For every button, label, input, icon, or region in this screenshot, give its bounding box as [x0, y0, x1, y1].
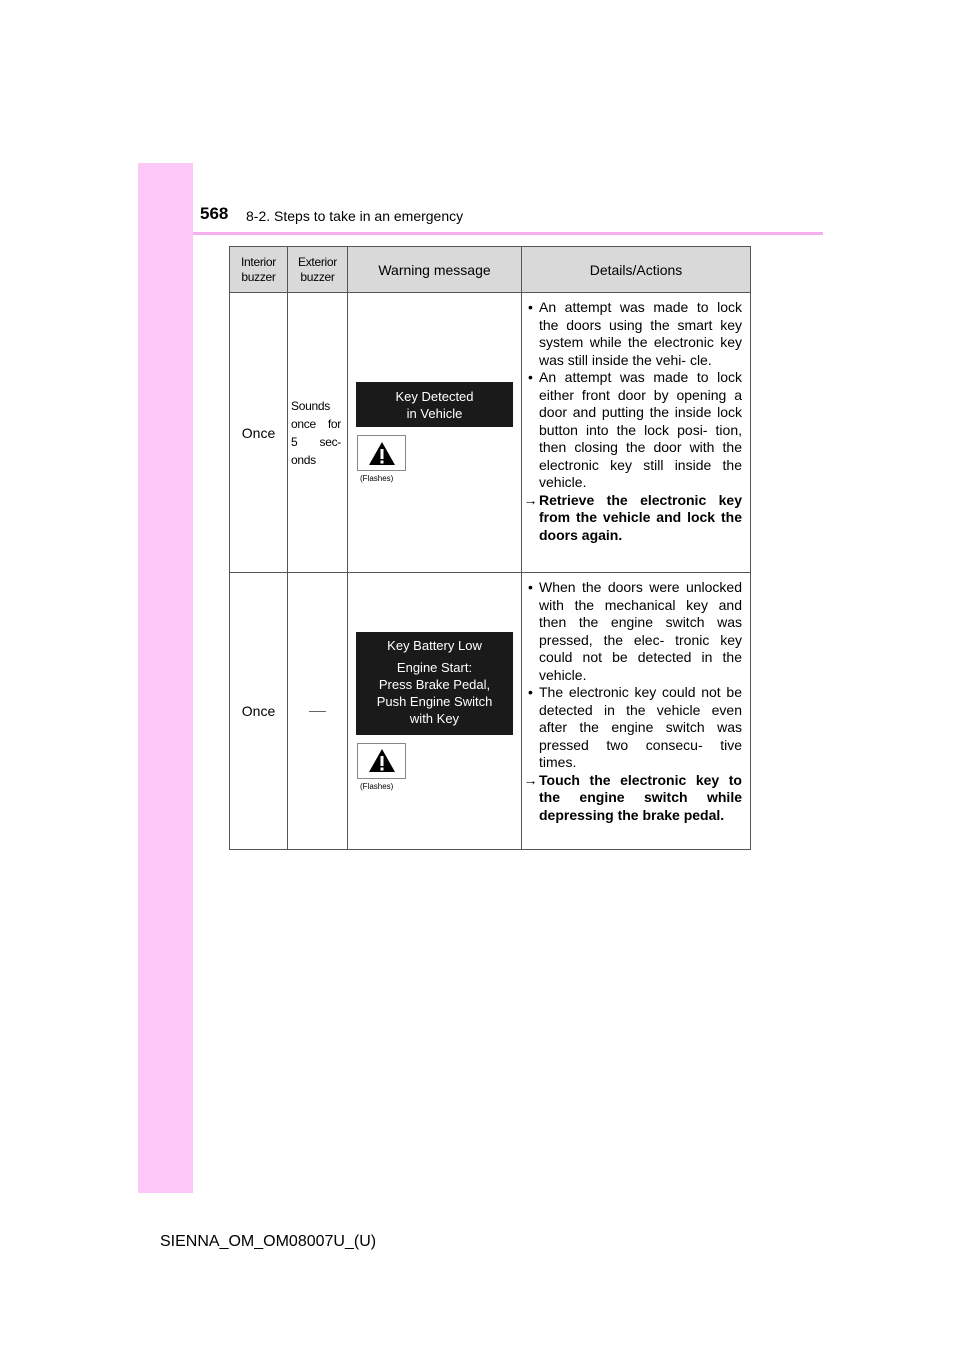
action-item — [522, 492, 742, 545]
header-warning-message: Warning message — [348, 247, 522, 293]
interior-buzzer-cell — [230, 293, 288, 573]
display-line: Key Battery Low — [387, 637, 482, 653]
list-item — [522, 299, 742, 369]
display-line: Press Brake Pedal, — [378, 676, 491, 692]
bullet-text: The electronic key could not be detected in the vehicle even after the engine switch was pressed two consecu- tive times. — [539, 684, 742, 770]
header-interior-buzzer: Interior buzzer — [230, 247, 288, 293]
exterior-buzzer-cell — [288, 293, 348, 573]
exterior-buzzer-value: Sounds once for 5 sec- onds — [291, 398, 341, 467]
display-line: Push Engine Switch — [376, 693, 493, 709]
display-line: in Vehicle — [406, 406, 463, 421]
exterior-buzzer-cell — [288, 573, 348, 850]
bullet-mark: • — [528, 369, 533, 385]
list-item — [522, 579, 742, 684]
action-text: Touch the electronic key to the engine switch while depressing the brake pedal. — [539, 771, 742, 823]
table-row — [230, 293, 751, 573]
interior-buzzer-cell — [230, 573, 288, 850]
list-item — [522, 369, 742, 492]
warning-message-cell — [348, 293, 522, 573]
details-cell — [522, 573, 751, 850]
header-details-actions: Details/Actions — [522, 247, 751, 293]
header-rule — [193, 232, 823, 235]
warning-display — [356, 382, 513, 427]
flashes-caption: (Flashes) — [360, 474, 394, 483]
chapter-tab — [138, 163, 193, 1193]
bullet-mark: • — [528, 684, 533, 700]
no-buzzer-dash — [309, 711, 326, 712]
warning-message-cell — [348, 573, 522, 850]
display-line: Key Detected — [395, 389, 474, 404]
bullet-text: An attempt was made to lock the doors using the smart key system while the electronic key was still inside the vehi- cle. — [539, 299, 742, 368]
bullet-mark: • — [528, 299, 533, 315]
display-line: Engine Start: — [396, 659, 473, 675]
bullet-mark: • — [528, 579, 533, 595]
list-item — [522, 684, 742, 772]
bullet-text: When the doors were unlocked with the mechanical key and then the engine switch was pressed, the elec- tronic key could not be detected in the vehicle. — [539, 579, 742, 683]
details-cell — [522, 293, 751, 573]
page-number: 568 — [200, 204, 229, 223]
warning-display — [356, 632, 513, 735]
bullet-text: An attempt was made to lock either front door by opening a door and putting the inside lock button into the lock posi- tion, then closing the door with the electronic key still inside the vehicle. — [539, 369, 742, 490]
action-item — [522, 772, 742, 825]
document-id: SIENNA_OM_OM08007U_(U) — [160, 1233, 377, 1250]
action-text: Retrieve the electronic key from the vehicle and lock the doors again. — [539, 491, 742, 543]
header-exterior-buzzer: Exterior buzzer — [288, 247, 348, 293]
table-row — [230, 573, 751, 850]
warning-triangle-icon — [357, 743, 406, 779]
display-line: with Key — [409, 710, 460, 726]
interior-buzzer-value: Once — [241, 703, 276, 719]
table-header-row — [230, 247, 751, 293]
warning-table — [229, 246, 751, 850]
interior-buzzer-value: Once — [241, 424, 276, 441]
arrow-icon: → — [523, 491, 538, 508]
section-title: 8-2. Steps to take in an emergency — [246, 208, 464, 224]
arrow-icon: → — [523, 771, 538, 788]
flashes-caption: (Flashes) — [360, 781, 394, 791]
warning-triangle-icon — [357, 435, 406, 471]
